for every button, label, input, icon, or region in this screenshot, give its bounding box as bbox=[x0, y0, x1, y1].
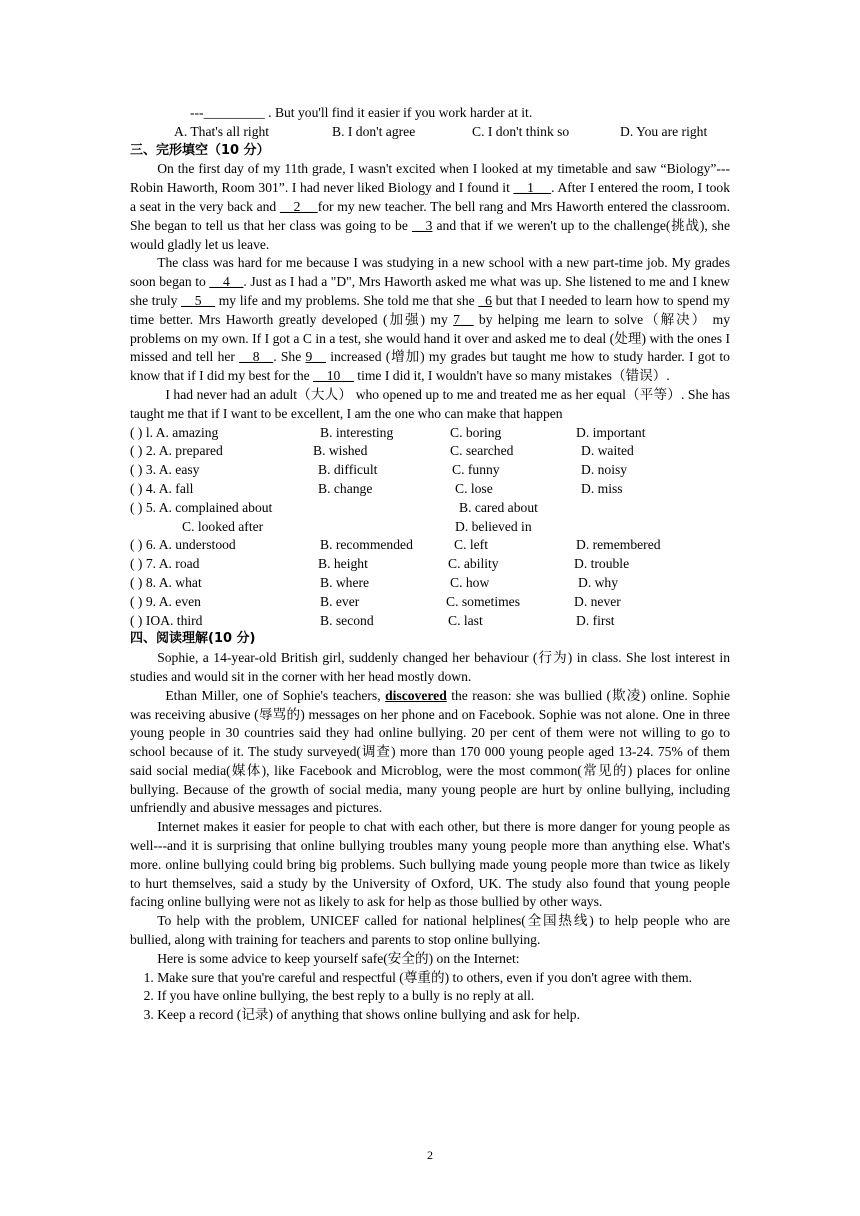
cloze-question: ( ) 4. A. fall B. change C. lose D. miss bbox=[130, 480, 623, 496]
advice-item: 2. If you have online bullying, the best reply to a bully is no reply at all. bbox=[143, 988, 535, 1004]
advice-item: 3. Keep a record (记录) of anything that shows online bullying and ask for help. bbox=[143, 1007, 581, 1023]
option-d: D. You are right bbox=[620, 123, 708, 139]
cloze-question: ( ) 5. A. complained about B. cared about bbox=[130, 499, 538, 515]
cloze-question: ( ) 3. A. easy B. difficult C. funny D. noisy bbox=[130, 462, 628, 478]
blank-10: __10__ bbox=[313, 368, 354, 384]
cloze-question: ( ) l. A. amazing B. interesting C. boring D. important bbox=[130, 424, 646, 440]
blank-9: 9__ bbox=[305, 349, 326, 365]
reading-paragraph-2: Ethan Miller, one of Sophie's teachers, discovered the reason: she was bullied (欺凌) online. Sophie was receiving abusive (辱骂的) messages on her phone and on Facebook. Sophie was not alone. One in three young people in 30 countries said they had online bullying. 20 per cent of them were not willing to go to school because of it. The study surveyed(调查) more than 170 000 young people aged 13-24. 75% of them said social media(媒体), like Facebook and Microblog, were the most common(常见的) places for online bullying. Because of the growth of social media, many young people are hurt by online bullying, including unfriendly and abusive messages and pictures. bbox=[130, 687, 730, 816]
reading-paragraph-3: Internet makes it easier for people to chat with each other, but there is more danger for young people as well---and it is surprising that online bullying troubles many young people more than anything else. What's more. online bullying could bring big problems. Such bullying made young people more than twice as likely to hurt themselves, said a study by the University of Oxford, UK. The study also found that young people facing online bullying were not as likely to ask for help as those bullied by other ways. bbox=[130, 819, 730, 910]
cloze-heading: 三、完形填空（10 分） bbox=[130, 142, 270, 158]
top-question-options bbox=[130, 123, 730, 142]
blank-8: __8__ bbox=[239, 349, 274, 365]
blank-1: __1__ bbox=[513, 180, 552, 196]
option-c: C. I don't think so bbox=[472, 123, 570, 139]
blank-3: __3 bbox=[412, 217, 433, 233]
cloze-question: ( ) 6. A. understood B. recommended C. left D. remembered bbox=[130, 537, 661, 553]
cloze-paragraph-1: On the first day of my 11th grade, I wasn't excited when I looked at my timetable and saw “Biology”---Robin Haworth, Room 301”. I had never liked Biology and I found it __1__ . After I entered the room, I took a seat in the very back and __2__ for my new teacher. The bell rang and Mrs Haworth entered the classroom. She began to tell us that her class was going to be __3 and that if we weren't up to the challenge(挑战), she would gladly let us leave. bbox=[130, 161, 730, 252]
cloze-question: ( ) IOA. third B. second C. last D. first bbox=[130, 612, 615, 628]
blank-2: __2__ bbox=[279, 198, 318, 214]
blank-7: 7__ bbox=[453, 311, 474, 327]
cloze-question: ( ) 9. A. even B. ever C. sometimes D. never bbox=[130, 593, 621, 609]
cloze-question: ( ) 8. A. what B. where C. how D. why bbox=[130, 574, 619, 590]
blank-5: __5__ bbox=[181, 292, 216, 308]
reading-paragraph-5: Here is some advice to keep yourself safe(安全的) on the Internet: bbox=[157, 950, 520, 966]
page-number: 2 bbox=[427, 1148, 433, 1162]
option-a: A. That's all right bbox=[174, 123, 270, 139]
cloze-paragraph-3: I had never had an adult（大人） who opened up to me and treated me as her equal（平等）. She has taught me that if I want to be excellent, I am the one who can make that happen bbox=[130, 386, 730, 421]
top-question-line: ---_________ . But you'll find it easier if you work harder at it. bbox=[190, 105, 533, 120]
document-page bbox=[130, 104, 730, 1025]
reading-paragraph-1: Sophie, a 14-year-old British girl, suddenly changed her behaviour (行为) in class. She lost interest in studies and would sit in the corner with her head mostly down. bbox=[130, 650, 730, 684]
blank-4: __4__ bbox=[209, 274, 244, 290]
cloze-question-continued: C. looked after D. believed in bbox=[182, 518, 532, 534]
reading-heading: 四、阅读理解(10 分) bbox=[130, 631, 256, 647]
discovered-keyword: discovered bbox=[385, 687, 447, 703]
blank-6: _6 bbox=[478, 292, 492, 308]
cloze-question: ( ) 7. A. road B. height C. ability D. trouble bbox=[130, 556, 630, 572]
cloze-question-list bbox=[130, 424, 730, 631]
option-b: B. I don't agree bbox=[332, 123, 416, 139]
reading-paragraph-4: To help with the problem, UNICEF called for national helplines(全国热线) to help people who are bullied, along with training for teachers and parents to stop online bullying. bbox=[130, 913, 730, 948]
cloze-question: ( ) 2. A. prepared B. wished C. searched D. waited bbox=[130, 443, 634, 459]
advice-item: 1. Make sure that you're careful and respectful (尊重的) to others, even if you don't agree with them. bbox=[143, 969, 693, 985]
cloze-paragraph-2: The class was hard for me because I was studying in a new school with a new part-time job. My grades soon began to __4__. Just as I had a "D", Mrs Haworth asked me what was up. She listened to me and I knew she truly __5__ my life and my problems. She told me that she _6 but that I needed to learn how to spend my time better. Mrs Haworth greatly developed (加强) my 7__ by helping me learn to solve（解决） my problems on my own. If I got a C in a test, she would hand it over and asked me to deal (处理) with the ones I missed and tell her __8__. She 9__ increased (增加) my grades but taught me how to study harder. I got to know that if I did my best for the __10__ time I did it, I wouldn't have so many mistakes（错误）. bbox=[130, 255, 731, 384]
